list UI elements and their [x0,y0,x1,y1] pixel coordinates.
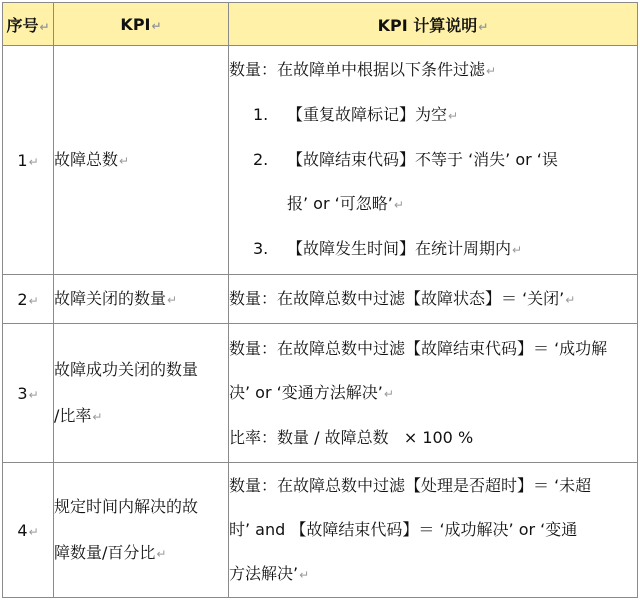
desc-line: 数量：在故障总数中过滤【故障结束代码】＝ ‘成功解 [229,338,608,358]
header-calc [229,3,638,46]
row-index [3,324,54,463]
desc-line [229,416,637,460]
paragraph-mark: ↵ [28,154,39,169]
kpi-description [229,46,638,275]
kpi-name [54,275,229,324]
table-header [3,3,638,46]
kpi-name [54,324,229,463]
table-row [3,275,638,324]
paragraph-mark: ↵ [92,409,103,424]
paragraph-mark: ↵ [28,387,39,402]
header-index [3,3,54,46]
desc-text: 数量：在故障总数中过滤【故障状态】＝ ‘关闭’ [229,288,565,308]
paragraph-mark: ↵ [565,292,576,307]
paragraph-mark: ↵ [28,524,39,539]
table-row [3,324,638,463]
kpi-name-line: 规定时间内解决的故 [54,496,199,516]
header-calc-label: KPI 计算说明 [377,15,478,35]
paragraph-mark: ↵ [167,292,178,307]
desc-line [229,371,637,416]
kpi-name-label: 障数量/百分比 [54,542,156,562]
condition-continuation [229,182,637,227]
kpi-name [54,46,229,275]
header-kpi [54,3,229,46]
row-index [3,275,54,324]
kpi-description [229,275,638,324]
kpi-name-label: 故障关闭的数量 [54,288,167,308]
desc-text: 比率：数量 / 故障总数 × 100 % [229,427,474,447]
condition-item [229,227,637,272]
paragraph-mark: ↵ [486,64,497,78]
desc-text: 决’ or ‘变通方法解决’ [229,382,383,402]
kpi-name-label: /比率 [54,405,92,425]
condition-text: 【重复故障标记】为空 [287,105,448,124]
row-index-label: 1 [17,150,28,170]
desc-line: 时’ and 【故障结束代码】＝ ‘成功解决’ or ‘变通 [229,519,578,539]
kpi-name-label: 故障总数 [54,149,119,169]
row-index [3,463,54,598]
paragraph-mark: ↵ [299,567,310,582]
desc-line [229,552,637,597]
paragraph-mark: ↵ [393,198,404,212]
desc-text: 方法解决’ [229,563,299,583]
condition-number: 1. [253,105,269,124]
kpi-description [229,463,638,598]
condition-item [229,93,637,138]
condition-number: 2. [253,150,269,169]
kpi-description [229,324,638,463]
row-index [3,46,54,275]
desc-intro-text: 数量：在故障单中根据以下条件过滤 [229,60,486,79]
table-row [3,46,638,275]
kpi-name [54,463,229,598]
header-kpi-label: KPI [120,14,151,34]
desc-line: 数量：在故障总数中过滤【处理是否超时】＝ ‘未超 [229,475,592,495]
paragraph-mark: ↵ [383,386,394,401]
paragraph-mark: ↵ [448,109,459,123]
paragraph-mark: ↵ [156,546,167,561]
row-index-label: 4 [17,520,28,540]
desc-line [229,277,637,322]
paragraph-mark: ↵ [151,18,162,33]
kpi-name-line: 故障成功关闭的数量 [54,359,199,379]
paragraph-mark: ↵ [512,243,523,257]
paragraph-mark: ↵ [119,153,130,168]
condition-text: 【故障发生时间】在统计周期内 [287,239,512,258]
row-index-label: 2 [17,289,28,309]
paragraph-mark: ↵ [39,19,50,34]
header-index-label: 序号 [6,15,39,35]
paragraph-mark: ↵ [478,19,489,34]
condition-number: 3. [253,239,269,258]
kpi-table [2,2,638,598]
table-row [3,463,638,598]
kpi-name-line [54,393,228,440]
row-index-label: 3 [17,383,28,403]
condition-text: 【故障结束代码】不等于 ‘消失’ or ‘误 [287,150,558,169]
kpi-name-line [54,530,228,577]
desc-intro [229,48,637,93]
condition-continuation-text: 报’ or ‘可忽略’ [287,194,393,213]
condition-item [229,138,637,182]
paragraph-mark: ↵ [28,293,39,308]
